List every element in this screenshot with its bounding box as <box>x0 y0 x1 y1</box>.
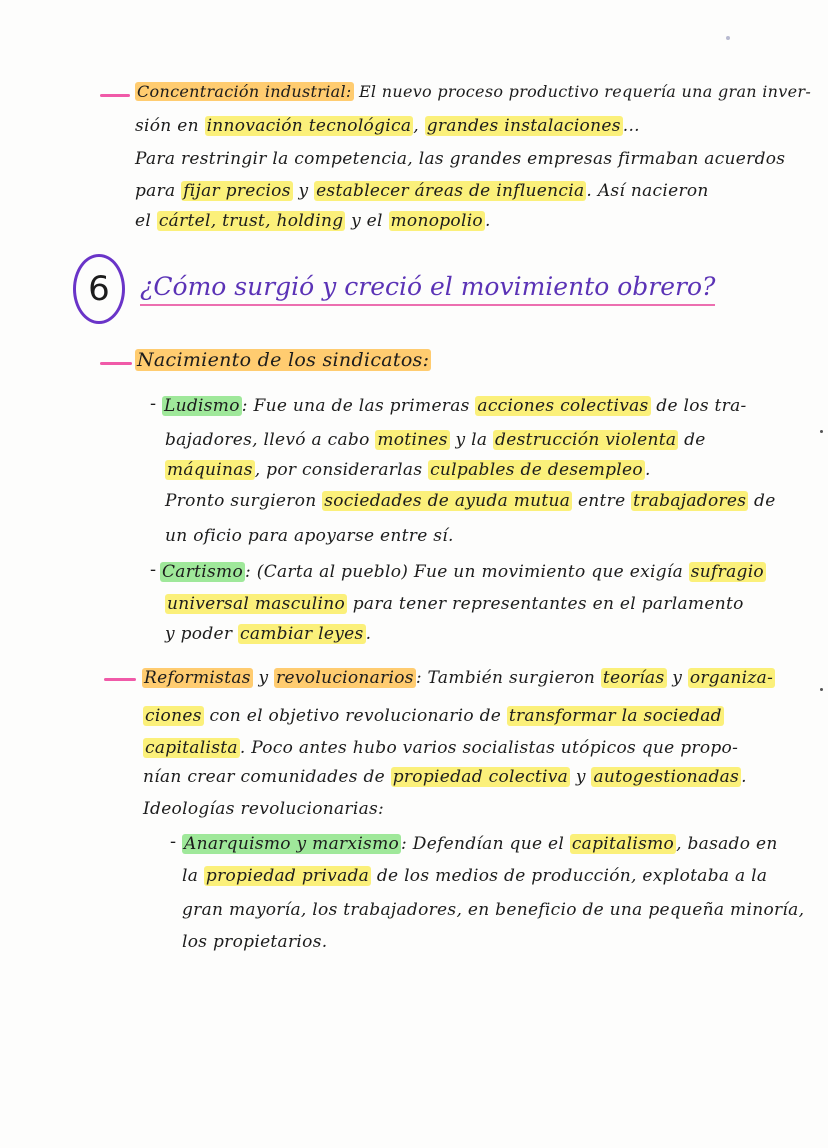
text-segment: nían crear comunidades de <box>143 767 391 787</box>
text-segment: y <box>292 181 315 201</box>
text-segment: , <box>413 116 425 136</box>
text-segment: de los medios de producción, explotaba a la <box>371 866 768 886</box>
section-heading: Nacimiento de los sindicatos: <box>137 349 430 371</box>
text-segment: : También surgieron <box>415 668 601 688</box>
text-segment: El nuevo proceso productivo requería una gran inver- <box>358 82 812 101</box>
subsection-term: Cartismo <box>162 562 244 582</box>
section-dash <box>104 678 136 681</box>
text-segment: para <box>135 181 182 201</box>
text-segment: y la <box>449 430 494 450</box>
subsection-term: Anarquismo y marxismo <box>184 834 400 854</box>
highlight: motines <box>377 430 448 450</box>
text-segment: bajadores, llevó a cabo <box>165 430 376 450</box>
bullet-dash: - <box>170 831 177 852</box>
highlight: teorías <box>602 668 665 688</box>
text-line <box>135 177 709 205</box>
text-segment: : (Carta al pueblo) Fue un movimiento que exigía <box>245 562 689 582</box>
text-line <box>165 590 744 618</box>
highlight: culpables de desempleo <box>430 460 643 480</box>
text-segment: . <box>365 624 372 644</box>
section-dash <box>100 362 132 365</box>
text-line <box>182 830 778 858</box>
section-term: Reformistas <box>144 668 251 688</box>
highlight: sociedades de ayuda mutua <box>324 491 571 511</box>
text-line <box>143 702 724 730</box>
text-line <box>165 620 371 648</box>
text-segment: . Poco antes hubo varios socialistas utópicos que propo- <box>239 738 739 758</box>
text-line <box>143 795 384 823</box>
text-line <box>135 346 431 374</box>
text-segment: la <box>182 866 204 886</box>
highlight: transformar la sociedad <box>508 706 722 726</box>
highlight: destrucción violenta <box>495 430 677 450</box>
text-segment: para tener representantes en el parlamento <box>347 594 744 614</box>
text-line <box>160 558 766 586</box>
highlight: capitalista <box>145 738 238 758</box>
text-segment: . <box>484 211 491 231</box>
text-segment: ... <box>622 116 640 136</box>
highlight: propiedad privada <box>205 866 370 886</box>
section-term: Concentración industrial: <box>137 82 352 101</box>
text-segment: entre <box>572 491 632 511</box>
text-segment: un oficio para apoyarse entre sí. <box>165 526 454 546</box>
highlight: grandes instalaciones <box>426 116 621 136</box>
text-line <box>165 487 776 515</box>
text-segment: y el <box>345 211 389 231</box>
text-segment: : Fue una de las primeras <box>241 396 476 416</box>
text-segment: de los tra- <box>650 396 747 416</box>
question-number-circle <box>73 254 125 324</box>
text-segment: gran mayoría, los trabajadores, en beneficio de una pequeña minoría, <box>182 900 805 920</box>
highlight: cambiar leyes <box>240 624 364 644</box>
text-segment: . Así nacieron <box>586 181 709 201</box>
subsection-term: Ludismo <box>164 396 240 416</box>
text-segment: , por considerarlas <box>254 460 429 480</box>
highlight: fijar precios <box>183 181 291 201</box>
bullet-dash: - <box>150 559 157 580</box>
section-dash <box>100 94 130 97</box>
highlight: propiedad colectiva <box>392 767 569 787</box>
text-line <box>182 928 327 956</box>
highlight: máquinas <box>167 460 253 480</box>
highlight: autogestionadas <box>593 767 740 787</box>
text-line <box>142 664 775 692</box>
highlight: establecer áreas de influencia <box>316 181 585 201</box>
highlight: acciones colectivas <box>477 396 649 416</box>
question-number: 6 <box>88 269 110 309</box>
text-segment: y <box>252 668 275 688</box>
text-line <box>135 78 811 106</box>
text-line <box>143 734 738 762</box>
text-line <box>162 392 747 420</box>
text-segment: . <box>741 767 747 787</box>
text-line <box>182 862 767 890</box>
text-segment: de <box>748 491 776 511</box>
highlight: capitalismo <box>571 834 675 854</box>
highlight: sufragio <box>690 562 764 582</box>
text-segment: y poder <box>165 624 238 644</box>
text-segment: , basado en <box>676 834 778 854</box>
highlight: universal masculino <box>167 594 346 614</box>
text-segment: Pronto surgieron <box>165 491 323 511</box>
highlight: organiza- <box>689 668 774 688</box>
text-segment: : Defendían que el <box>401 834 570 854</box>
highlight: innovación tecnológica <box>206 116 412 136</box>
text-line <box>165 522 454 550</box>
text-line <box>135 207 491 235</box>
text-line <box>165 456 651 484</box>
text-line <box>143 763 747 791</box>
text-segment: y <box>666 668 688 688</box>
text-segment: el <box>135 211 157 231</box>
text-segment: y <box>570 767 592 787</box>
text-segment: sión en <box>135 116 205 136</box>
text-segment: de <box>678 430 706 450</box>
paper-speck <box>820 688 823 691</box>
paper-speck <box>820 430 823 433</box>
highlight: cártel, trust, holding <box>158 211 344 231</box>
paper-speck <box>726 36 730 40</box>
text-segment: los propietarios. <box>182 932 328 952</box>
section-term: revolucionarios <box>276 668 414 688</box>
text-line <box>182 896 804 924</box>
question-title: ¿Cómo surgió y creció el movimiento obrero? <box>140 270 715 306</box>
text-segment: Para restringir la competencia, las grandes empresas firmaban acuerdos <box>135 149 786 169</box>
text-line <box>135 145 785 173</box>
highlight: ciones <box>145 706 202 726</box>
bullet-dash: - <box>150 393 157 414</box>
text-segment: Ideologías revolucionarias: <box>143 799 385 819</box>
highlight: monopolio <box>390 211 483 231</box>
text-segment: con el objetivo revolucionario de <box>203 706 507 726</box>
text-line <box>135 112 640 140</box>
text-line <box>165 426 706 454</box>
text-segment: . <box>644 460 651 480</box>
highlight: trabajadores <box>633 491 747 511</box>
